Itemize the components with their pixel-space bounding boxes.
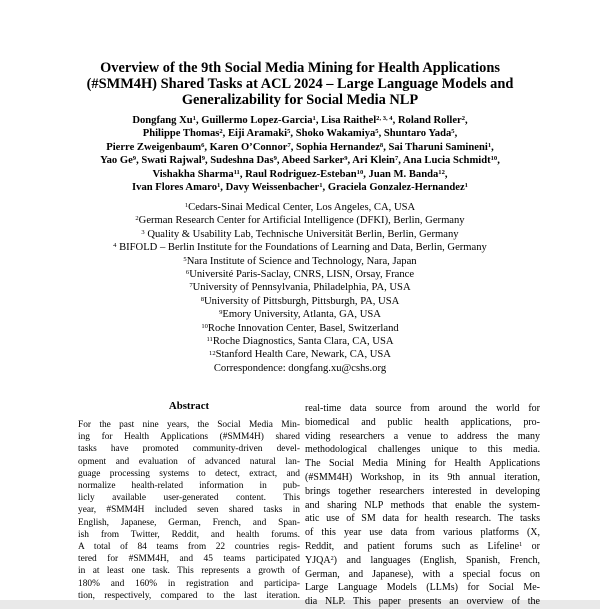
- superscript-marker: 7: [394, 155, 399, 163]
- superscript-marker: 7: [287, 141, 291, 149]
- superscript-marker: 6: [201, 141, 205, 149]
- abstract-line: ing for Health Applications (#SMM4H) shared: [78, 432, 300, 443]
- body-line: real-time data source from around the world for: [305, 403, 540, 414]
- affiliation-line: $^6$Université Paris-Saclay, CNRS, LISN, Orsay, France: [185, 269, 415, 281]
- abstract-line: tasks have promoted community-driven devel-: [78, 444, 300, 455]
- superscript-marker: 6: [185, 269, 190, 277]
- body-line: dia NLP. This paper presents an overview of the: [305, 596, 540, 608]
- superscript-marker: 9: [219, 309, 223, 317]
- superscript-marker: 12: [209, 349, 216, 357]
- abstract-section: [78, 400, 300, 600]
- affiliation-lines: [28, 201, 572, 362]
- superscript-marker: 2: [461, 115, 466, 123]
- superscript-marker: 1: [192, 115, 196, 123]
- abstract-line: tered for #SMM4H, and 45 teams participated: [78, 554, 300, 565]
- body-line: YJQA$^2$) and languages (English, Spanish, French,: [305, 554, 540, 566]
- affiliation-line: $^1$Cedars-Sinai Medical Center, Los Angeles, CA, USA: [184, 202, 416, 213]
- abstract-text: [78, 419, 300, 602]
- author-line: Yao Ge$^9$, Swati Rajwal$^9$, Sudeshna Das$^9$, Abeed Sarker$^9$, Ari Klein$^7$, Ana Lucia Schmidt$^{10}$,: [100, 155, 500, 167]
- introduction-text: [305, 402, 540, 609]
- superscript-marker: 5: [183, 255, 187, 263]
- affiliation-line: $^4$ BIFOLD – Berlin Institute for the Foundations of Learning and Data, Berlin, Germany: [113, 242, 487, 254]
- author-line: Dongfang Xu$^1$, Guillermo Lopez-Garcia$^1$, Lisa Raithel$^{2, 3, 4}$, Roland Roller$^2$,: [132, 115, 468, 126]
- abstract-line: guage processing systems to detect, extract, and: [78, 468, 300, 479]
- abstract-line: ish from Twitter, Reddit, and health forums.: [78, 529, 300, 540]
- body-line: German, and Japanese), with a special focus on: [305, 568, 540, 580]
- author-line: Philippe Thomas$^2$, Eiji Aramaki$^5$, Shoko Wakamiya$^5$, Shuntaro Yada$^5$,: [142, 128, 458, 140]
- superscript-marker: 5: [451, 128, 455, 136]
- body-line: methodological challenges unique to this media.: [305, 444, 540, 456]
- author-line: Vishakha Sharma$^{11}$, Raul Rodriguez-Esteban$^{10}$, Juan M. Banda$^{12}$,: [152, 168, 448, 180]
- superscript-marker: 7: [189, 282, 193, 290]
- superscript-marker: 5: [375, 128, 379, 136]
- body-line: viding researchers a venue to address the many: [305, 430, 540, 442]
- abstract-line: in at least one task. This represents a growth of: [78, 566, 300, 577]
- body-line: of this year use data from various platforms (X,: [305, 527, 540, 539]
- title-line: (#SMM4H) Shared Tasks at ACL 2024 – Large Language Models and: [86, 76, 514, 92]
- superscript-marker: 8: [379, 141, 384, 149]
- superscript-marker: 2: [330, 554, 334, 562]
- superscript-marker: 10: [356, 168, 364, 176]
- superscript-marker: 9: [273, 155, 277, 163]
- body-line: (#SMM4H) Workshop, in its 9th annual iteration,: [305, 471, 540, 483]
- affiliation-line: $^3$ Quality & Usability Lab, Technische Universität Berlin, Berlin, Germany: [141, 228, 459, 240]
- superscript-marker: 8: [200, 295, 205, 303]
- superscript-marker: 2, 3, 4: [376, 115, 393, 123]
- superscript-marker: 9: [132, 155, 137, 163]
- affiliation-line: $^{10}$Roche Innovation Center, Basel, Switzerland: [201, 322, 399, 334]
- two-column-body: [78, 400, 540, 608]
- superscript-marker: 1: [312, 115, 316, 123]
- superscript-marker: 3: [141, 228, 145, 236]
- affiliation-line: $^2$German Research Center for Artificial Intelligence (DFKI), Berlin, Germany: [135, 215, 465, 227]
- author-line: Ivan Flores Amaro$^1$, Davy Weissenbacher$^1$, Graciela Gonzalez-Hernandez$^1$: [132, 182, 468, 194]
- superscript-marker: 10: [490, 155, 498, 163]
- superscript-marker: 1: [464, 182, 468, 190]
- abstract-line: 180% and 160% in registration and participa-: [78, 578, 300, 589]
- affiliation-line: $^{11}$Roche Diagnostics, Santa Clara, CA, USA: [206, 336, 394, 348]
- superscript-marker: 9: [344, 155, 348, 163]
- body-line: and sharing NLP methods that enable the system-: [305, 499, 540, 511]
- abstract-line: opment and evaluation of advanced natural lan-: [78, 456, 300, 467]
- superscript-marker: 10: [201, 322, 208, 330]
- body-line: The Social Media Mining for Health Applications: [305, 458, 540, 470]
- body-line: brings together researchers interested in developing: [305, 485, 540, 497]
- superscript-marker: 12: [438, 168, 445, 176]
- affiliations-block: [28, 201, 572, 375]
- abstract-line: For the past nine years, the Social Media Min-: [78, 420, 300, 430]
- abstract-line: normalize health-related information in pub-: [78, 481, 300, 492]
- authors-block: [28, 114, 572, 194]
- superscript-marker: 4: [113, 242, 117, 250]
- title-line: Generalizability for Social Media NLP: [181, 92, 419, 108]
- abstract-line: English, Japanese, German, French, and Span-: [78, 517, 300, 528]
- abstract-line: A total of 84 teams from 22 countries regis-: [78, 542, 300, 553]
- abstract-line: tion, respectively, compared to the last iteration.: [78, 590, 300, 601]
- superscript-marker: 2: [219, 128, 223, 136]
- abstract-line: year, #SMM4H included seven shared tasks in: [78, 505, 300, 516]
- superscript-marker: 11: [233, 168, 240, 176]
- superscript-marker: 1: [319, 182, 323, 190]
- affiliation-line: $^8$University of Pittsburgh, Pittsburgh, PA, USA: [200, 295, 400, 307]
- superscript-marker: 1: [184, 202, 189, 210]
- correspondence-line: Correspondence: dongfang.xu@cshs.org: [213, 362, 387, 374]
- affiliation-line: $^7$University of Pennsylvania, Philadelphia, PA, USA: [189, 282, 411, 294]
- body-line: Large Language Models (LLMs) for Social Me-: [305, 582, 540, 594]
- title-line: Overview of the 9th Social Media Mining for Health Applications: [100, 60, 500, 76]
- superscript-marker: 2: [135, 215, 139, 223]
- affiliation-line: $^{12}$Stanford Health Care, Newark, CA, USA: [209, 349, 391, 361]
- abstract-heading: Abstract: [168, 400, 210, 412]
- author-line: Pierre Zweigenbaum$^6$, Karen O’Connor$^7$, Sophia Hernandez$^8$, Sai Tharuni Samineni$^1$,: [106, 141, 494, 153]
- superscript-marker: 5: [287, 128, 291, 136]
- superscript-marker: 1: [217, 182, 221, 190]
- paper-title: [40, 60, 560, 108]
- superscript-marker: 9: [201, 155, 205, 163]
- introduction-column: [305, 400, 540, 608]
- body-line: Reddit, and patient forums such as Lifeline$^1$ or: [305, 540, 540, 552]
- body-line: atic use of SM data for health research. The tasks: [305, 513, 540, 525]
- affiliation-line: $^9$Emory University, Atlanta, GA, USA: [219, 309, 381, 321]
- affiliation-line: $^5$Nara Institute of Science and Technology, Nara, Japan: [183, 255, 417, 267]
- superscript-marker: 1: [487, 141, 492, 149]
- abstract-line: licly available user-generated content. This: [78, 493, 300, 504]
- superscript-marker: 1: [519, 541, 523, 549]
- body-line: biomedical and public health applications, pro-: [305, 416, 540, 428]
- superscript-marker: 11: [206, 336, 213, 344]
